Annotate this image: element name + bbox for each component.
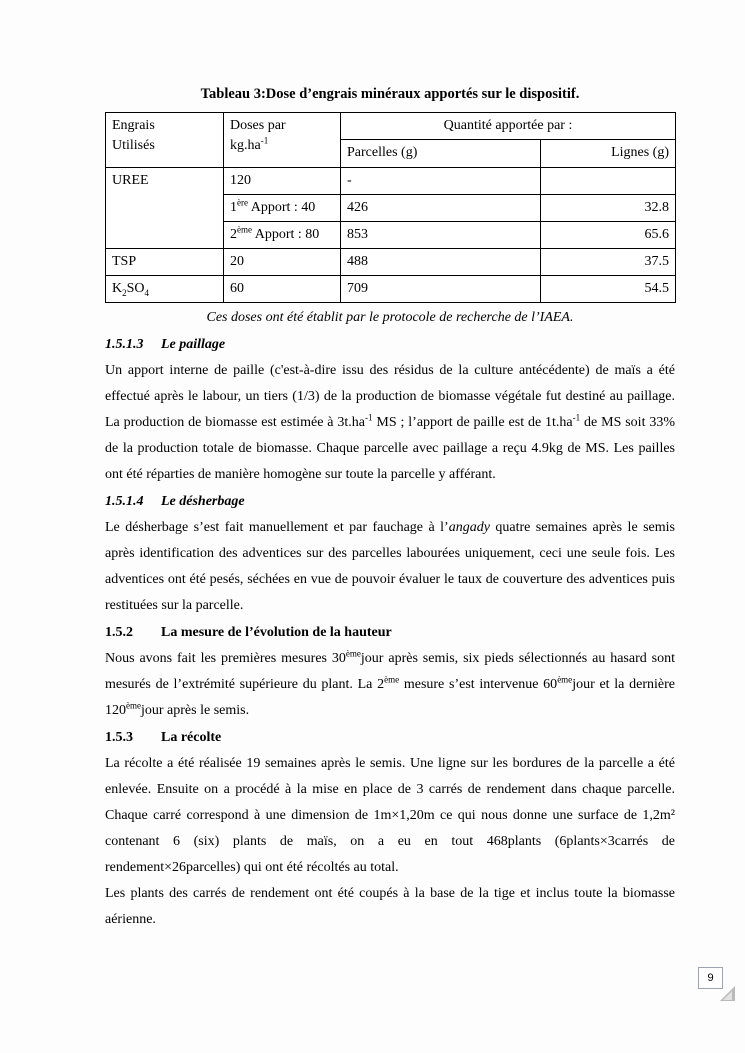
heading-title: La récolte [161,730,222,745]
k2so4-dose-cell: 60 [224,276,341,303]
heading-number: 1.5.1.4 [105,494,144,509]
header-quantite-cell: Quantité apportée par : [341,113,676,140]
heading-number: 1.5.2 [105,625,133,640]
paragraph-recolte-1: La récolte a été réalisée 19 semaines après le semis. Une ligne sur les bordures de la parcelle a été enlevée. Ensuite on a procédé à la mise en place de 3 carrés de rendement dans chaque parcelle. Chaque carré correspond à une dimension de 1m×1,20m ce qui nous donne une surface de 1,2m² contenant 6 (six) plants de maïs, on a eu en tout 468plants (6plants×3carrés de rendement×26parcelles) qui ont été récoltés au total. [105,756,675,875]
table-caption: Ces doses ont été établit par le protocole de recherche de l’IAEA. [206,310,574,325]
paragraph-paillage: Un apport interne de paille (c'est-à-dire issu des résidus de la culture antécédente) de maïs a été effectué après le labour, un tiers (1/3) de la production de biomasse végétale fut destiné au paillage. La production de biomasse est estimée à $3t.ha^{-1}$ MS ; l’apport de paille est de $1t.ha^{-1}$ de MS soit 33% de la production totale de biomasse. Chaque parcelle avec paillage a reçu 4.9kg de MS. Les pailles ont été réparties de manière homogène sur toute la parcelle y afférant. [105,363,676,482]
heading-number: 1.5.1.3 [105,337,144,352]
paragraph-hauteur: Nous avons fait les premières mesures 30èmejour après semis, six pieds sélectionnés au hasard sont mesurés de l’extrémité supérieure du plant. La 2ème mesure s’est intervenue 60èmejour et la dernière 120èmejour après le semis. [105,648,675,718]
heading-title: Le désherbage [161,494,245,509]
uree-row-1 [106,168,676,195]
uree-row1-lignes-cell [541,168,676,195]
uree-row3-dose-cell: 2ème Apport : 80 [224,222,341,249]
tsp-label-cell: TSP [106,249,224,276]
uree-row2-parcelles-cell: 426 [341,195,541,222]
tsp-parcelles-cell: 488 [341,249,541,276]
k2so4-parcelles-cell: 709 [341,276,541,303]
section-heading-hauteur [105,619,675,646]
header-doses-line1: Doses par [230,118,286,133]
header-lignes-cell: Lignes (g) [541,140,676,168]
uree-row1-parcelles-cell: - [341,168,541,195]
uree-label-cell: UREE [106,168,224,249]
table-title: Tableau 3:Dose d’engrais minéraux apportés sur le dispositif. [200,86,580,102]
heading-title: La mesure de l’évolution de la hauteur [161,625,392,640]
section-heading-paillage [105,331,675,358]
header-doses-line2: $kg.ha^{-1}$ [230,135,269,153]
page-content [105,86,675,933]
header-engrais-line1: Engrais [112,118,155,133]
uree-row2-lignes-cell: 32.8 [541,195,676,222]
uree-row1-dose-cell: 120 [224,168,341,195]
k2so4-lignes-cell: 54.5 [541,276,676,303]
paragraph-recolte-2: Les plants des carrés de rendement ont été coupés à la base de la tige et inclus toute la biomasse aérienne. [105,886,675,927]
page-number: 9 [707,972,714,984]
paragraph-desherbage: Le désherbage s’est fait manuellement et par fauchage à l’angady quatre semaines après le semis après identification des adventices sur des parcelles labourées uniquement, ceci une seule fois. Les adventices ont été pesés, séchées en vue de pouvoir évaluer le taux de couverture des adventices puis restituées sur la parcelle. [105,520,675,613]
section-heading-desherbage [105,488,675,515]
header-engrais-cell [106,113,224,168]
fertilizer-table [105,112,676,303]
header-parcelles-cell: Parcelles (g) [341,140,541,168]
k2so4-label-cell: $K_2SO_4$ [106,276,224,303]
uree-row2-dose-cell: 1ère Apport : 40 [224,195,341,222]
uree-row3-parcelles-cell: 853 [341,222,541,249]
table-header-row-1 [106,113,676,140]
heading-title: Le paillage [161,337,226,352]
tsp-row [106,249,676,276]
section-heading-recolte [105,724,675,751]
uree-row3-lignes-cell: 65.6 [541,222,676,249]
header-engrais-line2: Utilisés [112,138,155,153]
tsp-lignes-cell: 37.5 [541,249,676,276]
tsp-dose-cell: 20 [224,249,341,276]
k2so4-row [106,276,676,303]
header-doses-cell [224,113,341,168]
heading-number: 1.5.3 [105,730,133,745]
folded-corner-inner-icon [723,991,732,1000]
